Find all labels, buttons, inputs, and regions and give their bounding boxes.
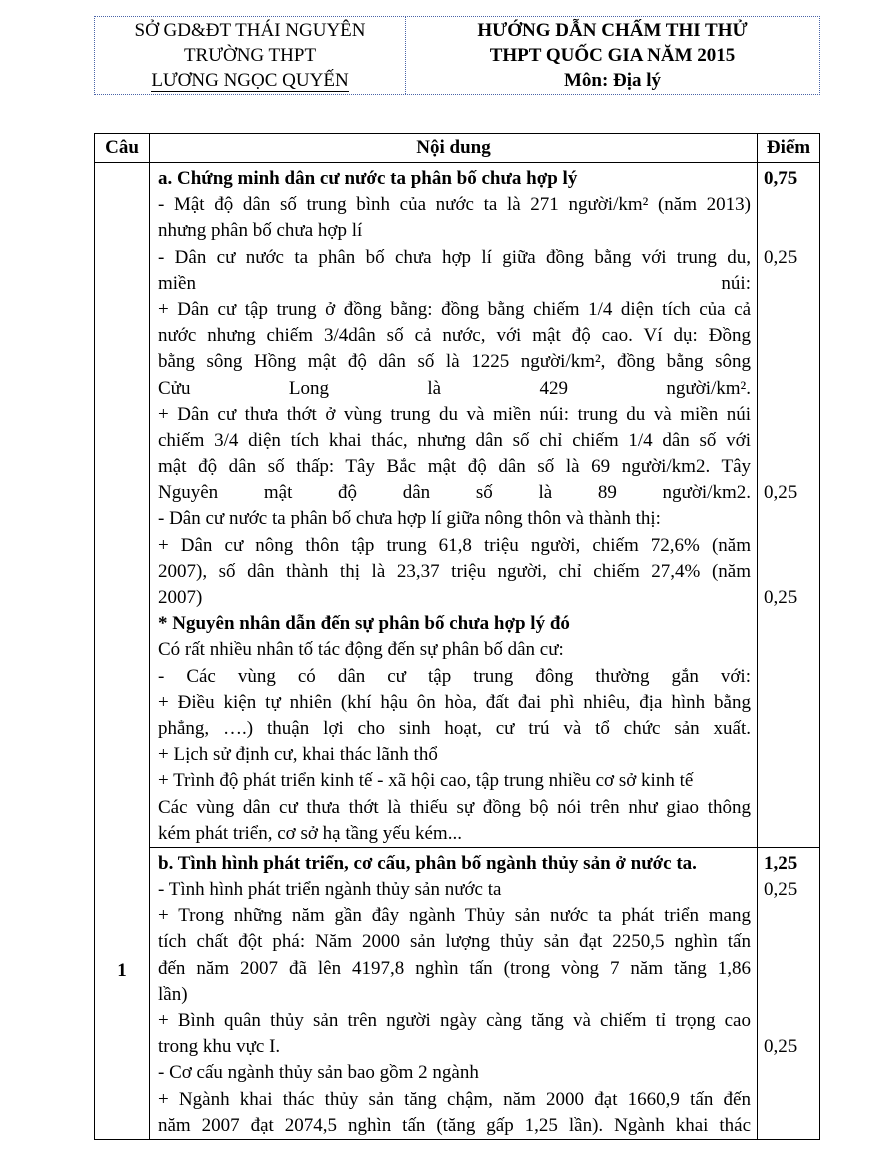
content-line: + Trình độ phát triển kinh tế - xã hội cao, tập trung nhiều cơ sở kinh tế bbox=[158, 770, 694, 792]
col-header-question: Câu bbox=[95, 134, 150, 163]
col-header-score: Điểm bbox=[758, 134, 820, 163]
table-header-row bbox=[95, 134, 820, 163]
content-line: + Điều kiện tự nhiên (khí hậu ôn hòa, đất đai phì nhiêu, địa hình bằng bbox=[158, 691, 751, 713]
department-name: SỞ GD&ĐT THÁI NGUYÊN bbox=[134, 20, 366, 41]
content-line: + Trong những năm gần đây ngành Thủy sản nước ta phát triển mang bbox=[158, 905, 751, 927]
content-line: + Ngành khai thác thủy sản tăng chậm, năm 2000 đạt 1660,9 tấn đến bbox=[158, 1088, 751, 1110]
exam-info bbox=[406, 17, 819, 94]
score-value: 0,25 bbox=[764, 246, 798, 268]
content-line: - Dân cư nước ta phân bố chưa hợp lí giữa đồng bằng với trung du, bbox=[158, 246, 751, 268]
col-header-content: Nội dung bbox=[150, 134, 758, 163]
content-line: miền núi: bbox=[158, 272, 751, 294]
doc-title: HƯỚNG DẪN CHẤM THI THỬ bbox=[477, 20, 748, 41]
content-line: năm 2007 đạt 2074,5 nghìn tấn (tăng gấp 1,25 lần). Ngành khai thác bbox=[158, 1114, 751, 1136]
subject: Môn: Địa lý bbox=[563, 70, 662, 91]
content-line: chiếm 3/4 diện tích khai thác, nhưng dân số chỉ chiếm 1/4 dân số với bbox=[158, 429, 751, 451]
content-line: + Dân cư tập trung ở đồng bằng: đồng bằng chiếm 1/4 diện tích của cả bbox=[158, 298, 751, 320]
content-line: nước nhưng chiếm 3/4dân số cả nước, với mật độ cao. Ví dụ: Đồng bbox=[158, 325, 751, 347]
table-row bbox=[95, 847, 820, 1139]
content-line: đến năm 2007 đã lên 4197,8 nghìn tấn (trong vòng 7 năm tăng 1,86 bbox=[158, 957, 751, 979]
content-line: - Dân cư nước ta phân bố chưa hợp lí giữa nông thôn và thành thị: bbox=[158, 508, 661, 530]
content-line: + Dân cư thưa thớt ở vùng trung du và miền núi: trung du và miền núi bbox=[158, 403, 751, 425]
content-line: * Nguyên nhân dẫn đến sự phân bố chưa hợp lý đó bbox=[158, 613, 570, 635]
content-line: + Dân cư nông thôn tập trung 61,8 triệu người, chiếm 72,6% (năm bbox=[158, 534, 751, 556]
content-line: Có rất nhiều nhân tố tác động đến sự phân bố dân cư: bbox=[158, 639, 564, 661]
part-a-scores bbox=[758, 163, 820, 848]
content-line: a. Chứng minh dân cư nước ta phân bố chưa hợp lý bbox=[158, 168, 578, 189]
school-name: LƯƠNG NGỌC QUYẾN bbox=[151, 70, 349, 91]
content-line: bằng sông Hồng mật độ dân số là 1225 người/km², đồng bằng sông bbox=[158, 351, 751, 373]
content-line: 2007), số dân thành thị là 23,37 triệu người, chỉ chiếm 27,4% (năm bbox=[158, 560, 751, 582]
document-header bbox=[94, 16, 820, 95]
part-a-content bbox=[150, 163, 758, 848]
score-value: 0,75 bbox=[764, 168, 798, 189]
content-line: nhưng phân bố chưa hợp lí bbox=[158, 220, 363, 242]
score-value: 0,25 bbox=[764, 482, 798, 504]
table-row bbox=[95, 163, 820, 848]
score-value: 0,25 bbox=[764, 879, 798, 901]
content-line: phẳng, ….) thuận lợi cho sinh hoạt, cư trú và tổ chức sản xuất. bbox=[158, 717, 751, 739]
school-info bbox=[95, 17, 406, 94]
content-line: - Mật độ dân số trung bình của nước ta là 271 người/km² (năm 2013) bbox=[158, 194, 751, 216]
content-line: - Tình hình phát triển ngành thủy sản nước ta bbox=[158, 879, 502, 901]
content-line: + Bình quân thủy sản trên người ngày càng tăng và chiếm tỉ trọng cao bbox=[158, 1010, 751, 1031]
exam-name: THPT QUỐC GIA NĂM 2015 bbox=[489, 45, 736, 66]
grading-table bbox=[94, 133, 820, 1140]
content-line: 2007) bbox=[158, 587, 203, 608]
content-line: Các vùng dân cư thưa thớt là thiếu sự đồng bộ nói trên như giao thông bbox=[158, 796, 751, 818]
part-b-content bbox=[150, 847, 758, 1139]
score-value: 0,25 bbox=[764, 1036, 798, 1058]
score-value: 1,25 bbox=[764, 852, 798, 874]
content-line: Cửu Long là 429 người/km². bbox=[158, 377, 751, 399]
score-value: 0,25 bbox=[764, 587, 798, 609]
school-type: TRƯỜNG THPT bbox=[183, 45, 317, 66]
content-line: b. Tình hình phát triển, cơ cấu, phân bố ngành thủy sản ở nước ta. bbox=[158, 852, 697, 874]
question-number-cell bbox=[95, 163, 150, 1140]
question-number: 1 bbox=[117, 959, 127, 981]
content-line: tích chất đột phá: Năm 2000 sản lượng thủy sản đạt 2250,5 nghìn tấn bbox=[158, 931, 751, 953]
content-line: - Các vùng có dân cư tập trung đông thường gắn với: bbox=[158, 665, 751, 687]
content-line: kém phát triển, cơ sở hạ tầng yếu kém... bbox=[158, 822, 462, 844]
content-line: trong khu vực I. bbox=[158, 1036, 281, 1058]
content-line: + Lịch sử định cư, khai thác lãnh thổ bbox=[158, 744, 438, 766]
content-line: Nguyên mật độ dân số là 89 người/km2. bbox=[158, 482, 751, 504]
content-line: mật độ dân số thấp: Tây Bắc mật độ dân số là 69 người/km2. Tây bbox=[158, 456, 751, 478]
part-b-scores bbox=[758, 847, 820, 1139]
content-line: lần) bbox=[158, 983, 188, 1005]
content-line: - Cơ cấu ngành thủy sản bao gồm 2 ngành bbox=[158, 1062, 479, 1084]
